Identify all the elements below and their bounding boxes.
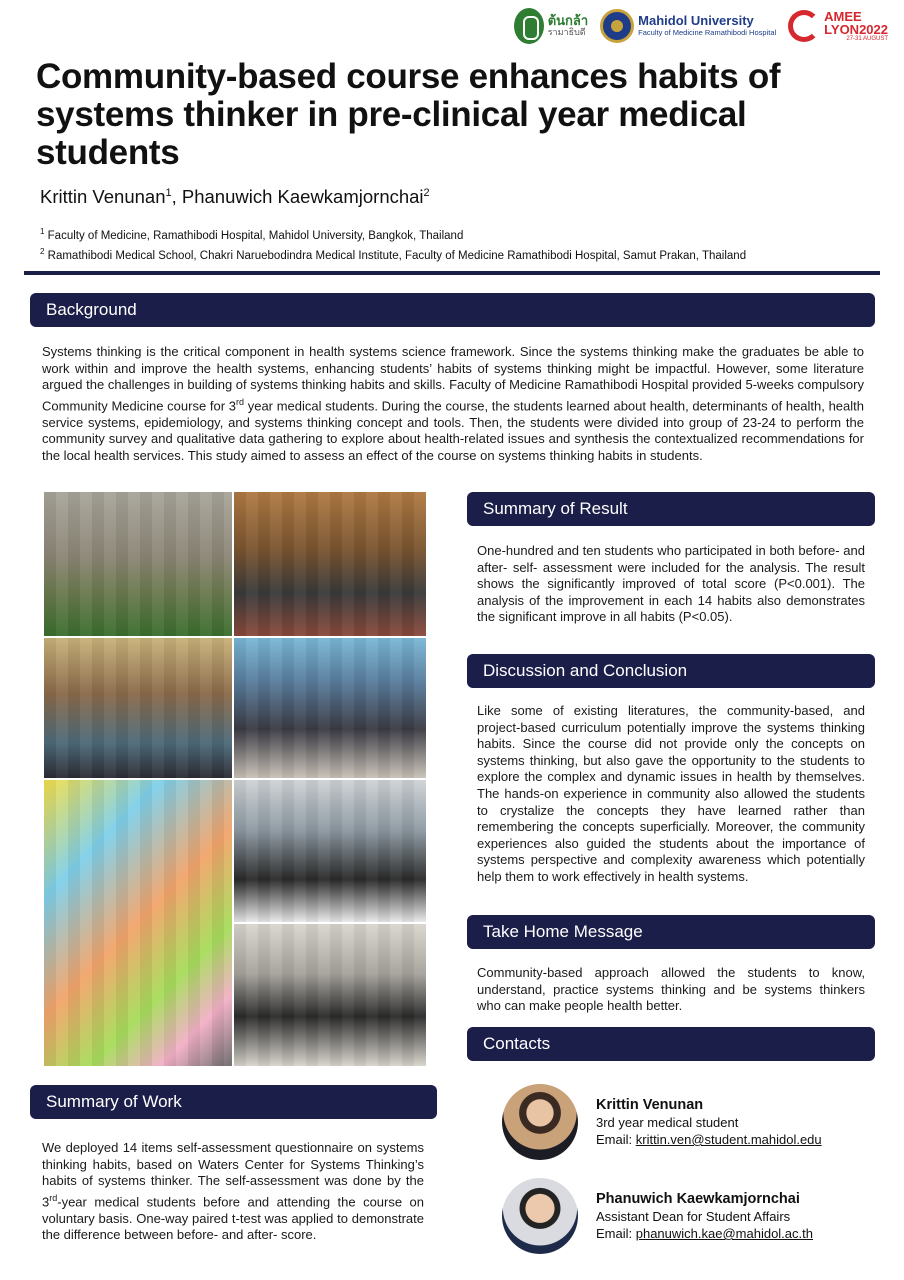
summary-work-text (42, 1140, 424, 1244)
photo-community-gathering (44, 492, 232, 636)
summary-work-text-a: We deployed 14 items self-assessment questionnaire on systems thinking habits, based on Waters Center for Systems Thinking’s habits of systems thinker. The self-assessment was done by the 3 (42, 1140, 424, 1210)
background-text (42, 344, 864, 464)
contact-2-avatar (502, 1178, 578, 1254)
background-heading (30, 293, 875, 327)
mahidol-subtitle: Faculty of Medicine Ramathibodi Hospital (638, 28, 777, 38)
contact-2-role: Assistant Dean for Student Affairs (596, 1209, 791, 1224)
summary-work-heading-text: Summary of Work (46, 1092, 182, 1111)
contact-2-email-label: Email: (596, 1226, 636, 1241)
discussion-heading (467, 654, 875, 688)
author-list (40, 186, 430, 208)
tonkla-subtitle: รามาธิบดี (547, 27, 586, 38)
affiliation-1-number: 1 (40, 227, 45, 236)
photo-group-selfie (234, 638, 426, 778)
tonkla-seedling-icon (514, 8, 544, 44)
photo-classroom-discussion (234, 780, 426, 922)
summary-result-heading (467, 492, 875, 526)
contact-1-avatar (502, 1084, 578, 1160)
tonkla-name: ต้นกล้า (547, 12, 589, 28)
affiliation-2-number: 2 (40, 246, 45, 256)
background-text-b: year medical students. During the course, the students learned about health, determinants of health, health service systems, epidemiology, and systems thinking concept and tools. Then, the students were divided into group of 23-24 to perform the community survey and qualitative data gathering to explore about health-related issues and synthesis the contextualized recommendations for the local health services. This study aimed to assess an effect of the course on systems thinking habits in students. (42, 398, 864, 463)
summary-result-text: One-hundred and ten students who participated in both before- and after- self- assessment were included for the analysis. The result shows the significantly improved of total score (P<0.001). The analysis of the improvement in each 14 habits also demonstrates the significant improve in all habits (P<0.05). (477, 543, 865, 625)
photo-collage (44, 492, 426, 1066)
contact-1-role: 3rd year medical student (596, 1115, 739, 1130)
contact-1-email-line (596, 1132, 822, 1147)
summary-result-heading-text: Summary of Result (483, 499, 628, 518)
take-home-heading (467, 915, 875, 949)
affiliation-1 (40, 224, 746, 244)
discussion-heading-text: Discussion and Conclusion (483, 661, 688, 680)
affiliation-2-text: Ramathibodi Medical School, Chakri Naruebodindra Medical Institute, Faculty of Medicine Ramathibodi Hospital, Samut Prakan, Thailand (47, 249, 747, 262)
author-separator: , (171, 186, 182, 207)
author-2: Phanuwich Kaewkamjornchai (181, 186, 424, 207)
contact-2-name: Phanuwich Kaewkamjornchai (596, 1191, 800, 1207)
mahidol-seal-icon (600, 9, 634, 43)
contact-1-email-label: Email: (596, 1132, 636, 1147)
tonkla-logo (514, 8, 588, 44)
background-text-a: Systems thinking is the critical component in health systems science framework. Since the systems thinking make the graduates be able to work within and improve the health systems, enhancing students’ habits of systems thinking might be impactful. However, some literature argued the challenges in building of systems thinking habits and skills. Faculty of Medicine Ramathibodi Hospital provided 5-weeks compulsory Community Medicine course for 3 (42, 344, 864, 414)
photo-field-interview (44, 638, 232, 778)
affiliations (40, 224, 746, 264)
affiliation-2 (40, 244, 746, 264)
author-1-affil: 1 (165, 186, 172, 199)
contact-2-email-link[interactable]: phanuwich.kae@mahidol.ac.th (635, 1226, 813, 1241)
amee-dates: 27-31 AUGUST (846, 36, 888, 42)
author-1: Krittin Venunan (40, 186, 166, 207)
take-home-text: Community-based approach allowed the students to know, understand, practice systems thinking and be systems thinkers who can make people health better. (477, 965, 865, 1014)
header-divider (24, 271, 880, 275)
background-heading-text: Background (46, 300, 137, 319)
contact-1-email-link[interactable]: krittin.ven@student.mahidol.edu (635, 1132, 822, 1147)
affiliation-1-text: Faculty of Medicine, Ramathibodi Hospital, Mahidol University, Bangkok, Thailand (47, 229, 464, 242)
summary-work-heading (30, 1085, 437, 1119)
mahidol-name: Mahidol University (638, 13, 754, 29)
contact-2-email-line (596, 1226, 813, 1241)
discussion-text: Like some of existing literatures, the community-based, and project-based curriculum potentially improve the systems thinking habits. Since the course did not provide only the concepts on systems thinking, but also gave the opportunity to the students to explore the complex and dynamic issues in health by themselves. The hands-on experience in community also allowed the students to crystalize the concepts they have learned rather than remembering the concepts superficially. Moreover, the community experiences also guided the students about the importance of systems perspective and complexity awareness which potentially help them to work effectively in health systems. (477, 703, 865, 884)
background-text-sup: rd (236, 396, 245, 407)
photo-group-meeting (234, 924, 426, 1066)
contacts-heading-text: Contacts (483, 1034, 551, 1053)
poster-title: Community-based course enhances habits of systems thinker in pre-clinical year medical students (36, 57, 781, 172)
photo-sticky-notes-board (44, 780, 232, 1066)
amee-logo (788, 10, 888, 42)
amee-line1: AMEE (824, 9, 862, 24)
contacts-heading (467, 1027, 875, 1061)
author-2-affil: 2 (423, 186, 430, 199)
amee-line2: LYON2022 (824, 22, 888, 37)
mahidol-logo (600, 9, 776, 43)
amee-swirl-icon (788, 10, 820, 42)
photo-students-seated-circle (234, 492, 426, 636)
summary-work-text-sup: rd (49, 1192, 58, 1203)
summary-work-text-b: -year medical students before and attending the course on voluntary basis. One-way paired t-test was applied to demonstrate the difference between before- and after- score. (42, 1194, 424, 1243)
logo-strip (514, 8, 888, 44)
contact-1-name: Krittin Venunan (596, 1097, 704, 1113)
take-home-heading-text: Take Home Message (483, 922, 643, 941)
